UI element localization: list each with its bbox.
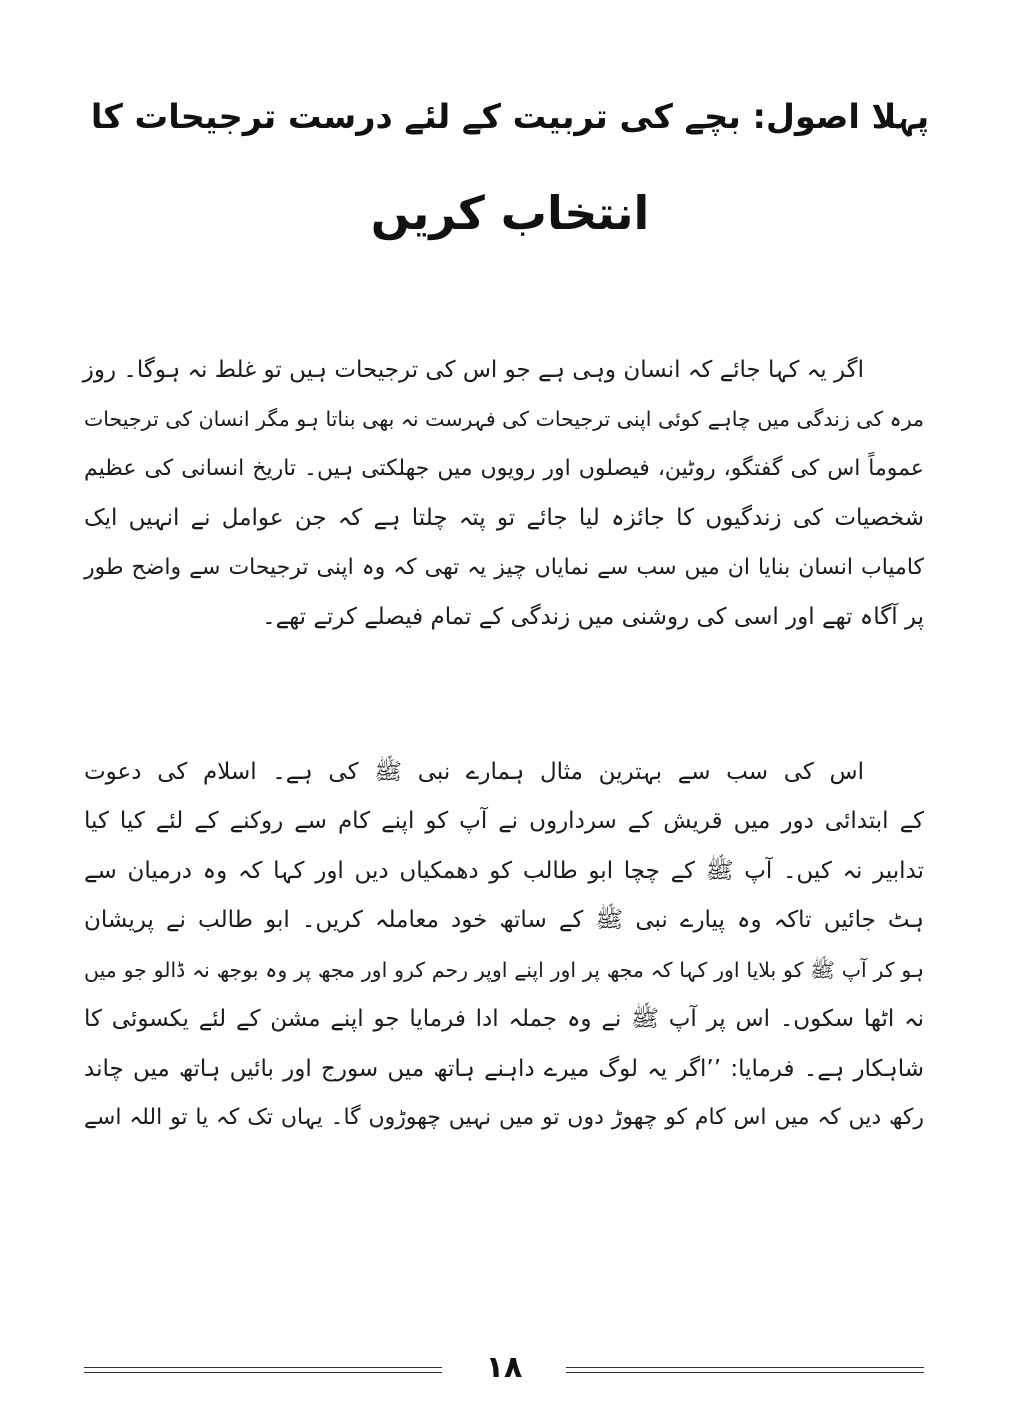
paragraph-line: عموماً اس کی گفتگو، روٹین، فیصلوں اور رویوں میں جھلکتی ہیں۔ تاریخ انسانی کی عظیم [84,456,924,481]
chapter-title-line-2: انتخاب کریں [370,186,650,240]
paragraph-1 [82,350,924,630]
paragraph-line: اگر یہ کہا جائے کہ انسان وہی ہے جو اس کی ترجیحات ہیں تو غلط نہ ہوگا۔ روز [82,357,864,383]
paragraph-line: رکھ دیں کہ میں اس کام کو چھوڑ دوں تو میں نہیں چھوڑوں گا۔ یہاں تک کہ یا تو اللہ اسے [84,1105,924,1130]
paragraph-line: ہو کر آپ ﷺ کو بلایا اور کہا کہ مجھ پر اور اپنے اوپر رحم کرو اور مجھ پر وہ بوجھ نہ ڈالو جو میں [84,958,924,982]
paragraph-line: شاہکار ہے۔ فرمایا: ’’اگر یہ لوگ میرے داہنے ہاتھ میں سورج اور بائیں ہاتھ میں چاند [84,1056,924,1082]
paragraph-line: تدابیر نہ کیں۔ آپ ﷺ کے چچا ابو طالب کو دھمکیاں دیں اور کہا کہ وہ درمیان سے [84,858,924,884]
page-number: ۱۸ [485,1350,523,1385]
paragraph-line: کے ابتدائی دور میں قریش کے سرداروں نے آپ کو اپنے کام سے روکنے کے لئے کیا کیا [84,808,924,834]
paragraph-line: اس کی سب سے بہترین مثال ہمارے نبی ﷺ کی ہے۔ اسلام کی دعوت [84,759,864,785]
paragraph-line: ہٹ جائیں تاکہ وہ پیارے نبی ﷺ کے ساتھ خود معاملہ کریں۔ ابو طالب نے پریشان [84,907,924,933]
paragraph-line: پر آگاہ تھے اور اسی کی روشنی میں زندگی کے تمام فیصلے کرتے تھے۔ [262,604,924,630]
paragraph-line: شخصیات کی زندگیوں کا جائزہ لیا جائے تو پتہ چلتا ہے کہ جن عوامل نے انہیں ایک [84,505,924,531]
footer-rule-right [566,1367,924,1373]
paragraph-2 [84,752,924,1130]
chapter-title-line-1: پہلا اصول: بچے کی تربیت کے لئے درست ترجیحات کا [90,97,930,136]
page-footer [84,1350,924,1386]
paragraph-line: نہ اٹھا سکوں۔ اس پر آپ ﷺ نے وہ جملہ ادا فرمایا جو اپنے مشن کے لئے یکسوئی کا [84,1006,924,1032]
paragraph-line: کامیاب انسان بنایا ان میں سب سے نمایاں چیز یہ تھی کہ وہ اپنی ترجیحات سے واضح طور [84,555,924,580]
paragraph-line: مرہ کی زندگی میں چاہے کوئی اپنی ترجیحات کی فہرست نہ بھی بناتا ہو مگر انسان کی ترجیحات [84,407,924,431]
footer-rule-left [84,1367,442,1373]
